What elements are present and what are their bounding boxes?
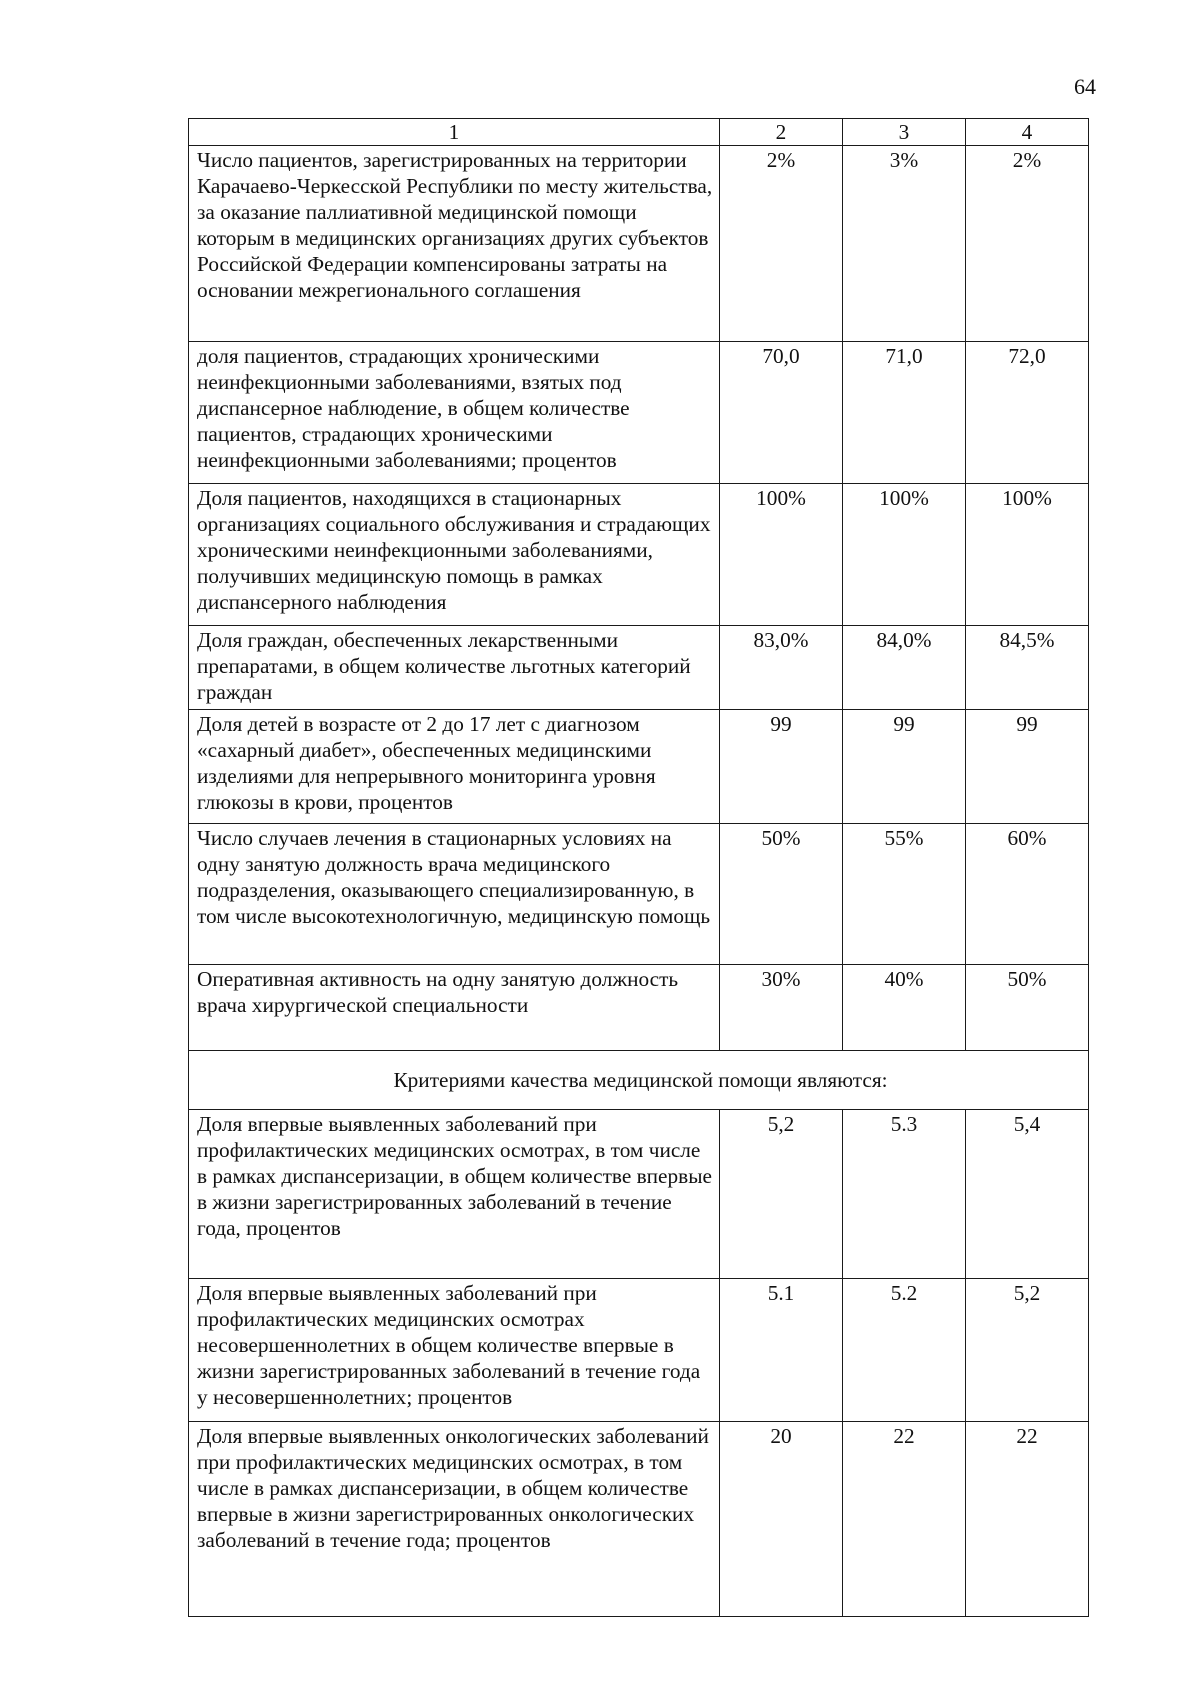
value-cell: 83,0% (720, 626, 843, 710)
value-cell: 84,5% (966, 626, 1089, 710)
table-row (189, 342, 1089, 484)
table-row (189, 710, 1089, 824)
value-cell: 60% (966, 824, 1089, 965)
indicator-label: доля пациентов, страдающих хроническими неинфекционными заболеваниями, взятых под диспансерное наблюдение, в общем количестве пациентов, страдающих хроническими неинфекционными заболеваниями; процентов (189, 342, 720, 484)
value-cell: 50% (966, 965, 1089, 1051)
value-cell: 99 (720, 710, 843, 824)
table-row (189, 965, 1089, 1051)
value-cell: 99 (966, 710, 1089, 824)
indicator-label: Оперативная активность на одну занятую должность врача хирургической специальности (189, 965, 720, 1051)
value-cell: 30% (720, 965, 843, 1051)
value-cell: 70,0 (720, 342, 843, 484)
indicator-label: Число пациентов, зарегистрированных на территории Карачаево-Черкесской Республики по месту жительства, за оказание паллиативной медицинской помощи которым в медицинских организациях других субъектов Российской Федерации компенсированы затраты на основании межрегионального соглашения (189, 146, 720, 342)
column-header: 4 (966, 119, 1089, 146)
table-row (189, 146, 1089, 342)
value-cell: 5.1 (720, 1279, 843, 1422)
page-number: 64 (1074, 74, 1096, 99)
indicator-label: Доля впервые выявленных заболеваний при профилактических медицинских осмотрах, в том числе в рамках диспансеризации, в общем количестве впервые в жизни зарегистрированных заболеваний в течение года, процентов (189, 1110, 720, 1279)
column-header: 3 (843, 119, 966, 146)
column-header: 1 (189, 119, 720, 146)
value-cell: 100% (966, 484, 1089, 626)
value-cell: 50% (720, 824, 843, 965)
value-cell: 5,2 (966, 1279, 1089, 1422)
value-cell: 5,4 (966, 1110, 1089, 1279)
table-row (189, 1110, 1089, 1279)
value-cell: 40% (843, 965, 966, 1051)
column-header: 2 (720, 119, 843, 146)
table-row (189, 824, 1089, 965)
indicator-label: Доля впервые выявленных онкологических заболеваний при профилактических медицинских осмотрах, в том числе в рамках диспансеризации, в общем количестве впервые в жизни зарегистрированных онкологических заболеваний в течение года; процентов (189, 1422, 720, 1617)
value-cell: 2% (966, 146, 1089, 342)
value-cell: 20 (720, 1422, 843, 1617)
table-row (189, 1279, 1089, 1422)
value-cell: 5.2 (843, 1279, 966, 1422)
value-cell: 100% (843, 484, 966, 626)
indicator-label: Доля граждан, обеспеченных лекарственными препаратами, в общем количестве льготных категорий граждан (189, 626, 720, 710)
value-cell: 22 (966, 1422, 1089, 1617)
table-row (189, 1422, 1089, 1617)
indicator-label: Доля впервые выявленных заболеваний при профилактических медицинских осмотрах несовершеннолетних в общем количестве впервые в жизни зарегистрированных заболеваний в течение года у несовершеннолетних; процентов (189, 1279, 720, 1422)
value-cell: 5.3 (843, 1110, 966, 1279)
value-cell: 22 (843, 1422, 966, 1617)
indicator-label: Доля пациентов, находящихся в стационарных организациях социального обслуживания и страдающих хроническими неинфекционными заболеваниями, получивших медицинскую помощь в рамках диспансерного наблюдения (189, 484, 720, 626)
table-row (189, 484, 1089, 626)
section-heading-row (189, 1051, 1089, 1110)
value-cell: 84,0% (843, 626, 966, 710)
section-heading: Критериями качества медицинской помощи являются: (189, 1051, 1089, 1110)
value-cell: 5,2 (720, 1110, 843, 1279)
value-cell: 100% (720, 484, 843, 626)
value-cell: 71,0 (843, 342, 966, 484)
table-header-row (189, 119, 1089, 146)
value-cell: 99 (843, 710, 966, 824)
value-cell: 55% (843, 824, 966, 965)
indicator-label: Число случаев лечения в стационарных условиях на одну занятую должность врача медицинского подразделения, оказывающего специализированную, в том числе высокотехнологичную, медицинскую помощь (189, 824, 720, 965)
value-cell: 2% (720, 146, 843, 342)
indicator-label: Доля детей в возрасте от 2 до 17 лет с диагнозом «сахарный диабет», обеспеченных медицинскими изделиями для непрерывного мониторинга уровня глюкозы в крови, процентов (189, 710, 720, 824)
value-cell: 72,0 (966, 342, 1089, 484)
table-row (189, 626, 1089, 710)
value-cell: 3% (843, 146, 966, 342)
indicators-table (188, 118, 1089, 1617)
